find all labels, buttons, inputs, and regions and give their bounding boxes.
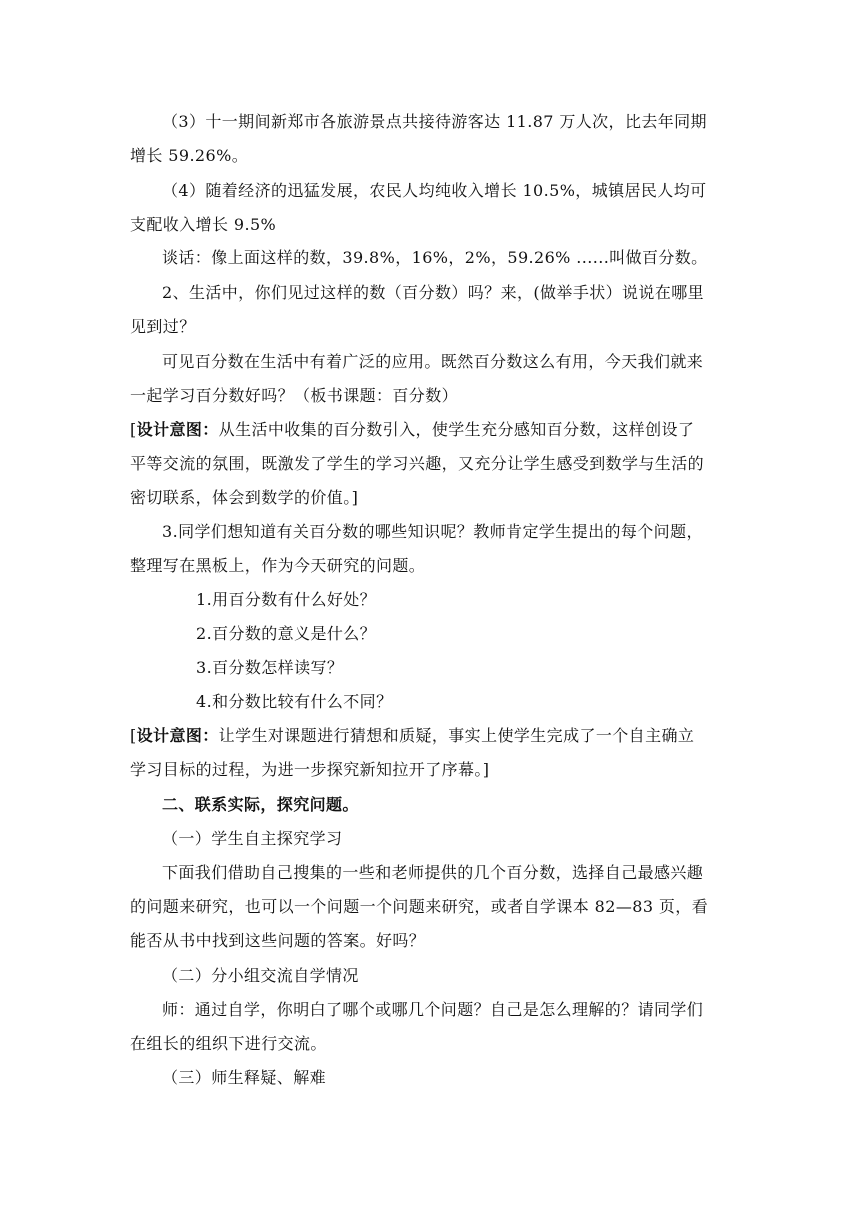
question-item: 4.和分数比较有什么不同？	[196, 692, 393, 711]
paragraph-line: 增长 59.26%。	[130, 146, 249, 165]
bracket-open: [	[130, 726, 137, 745]
paragraph-line: 2、生活中，你们见过这样的数（百分数）吗？来，(做举手状）说说在哪里	[162, 283, 705, 302]
design-intent-line	[130, 726, 694, 746]
paragraph-line: 在组长的组织下进行交流。	[130, 1034, 327, 1053]
subsection-heading: （二）分小组交流自学情况	[162, 966, 359, 985]
paragraph-line: 的问题来研究，也可以一个问题一个问题来研究，或者自学课本 82—83 页，看	[130, 897, 709, 916]
question-item: 3.百分数怎样读写？	[196, 658, 344, 677]
question-item: 1.用百分数有什么好处？	[196, 590, 377, 609]
paragraph-line: 密切联系，体会到数学的价值。]	[130, 488, 359, 507]
design-intent-label: 设计意图：	[136, 726, 219, 745]
section-heading: 二、联系实际，探究问题。	[162, 795, 359, 814]
paragraph-line: 能否从书中找到这些问题的答案。好吗？	[130, 931, 426, 950]
paragraph-line: 3.同学们想知道有关百分数的哪些知识呢？教师肯定学生提出的每个问题，	[162, 522, 703, 541]
paragraph-line: 可见百分数在生活中有着广泛的应用。既然百分数这么有用，今天我们就来	[162, 352, 704, 371]
paragraph-line: 见到过？	[130, 317, 196, 336]
design-intent-text: 从生活中收集的百分数引入，使学生充分感知百分数，这样创设了	[218, 420, 695, 439]
subsection-heading: （三）师生释疑、解难	[162, 1068, 327, 1087]
paragraph-line: （3）十一期间新郑市各旅游景点共接待游客达 11.87 万人次，比去年同期	[162, 112, 707, 131]
paragraph-line: 谈话：像上面这样的数，39.8%，16%，2%，59.26% ......叫做百分数。	[162, 248, 708, 267]
paragraph-line: 整理写在黑板上，作为今天研究的问题。	[130, 556, 426, 575]
paragraph-line: 下面我们借助自己搜集的一些和老师提供的几个百分数，选择自己最感兴趣	[162, 863, 704, 882]
paragraph-line: 一起学习百分数好吗？（板书课题：百分数）	[130, 386, 459, 405]
paragraph-line: 平等交流的氛围，既激发了学生的学习兴趣，又充分让学生感受到数学与生活的	[130, 454, 705, 473]
paragraph-line: 支配收入增长 9.5%	[130, 215, 277, 234]
design-intent-label: 设计意图：	[136, 420, 219, 439]
design-intent-text: 让学生对课题进行猜想和质疑，事实上使学生完成了一个自主确立	[218, 726, 695, 745]
paragraph-line: 学习目标的过程，为进一步探究新知拉开了序幕。]	[130, 760, 490, 779]
question-item: 2.百分数的意义是什么？	[196, 624, 377, 643]
bracket-open: [	[130, 420, 137, 439]
paragraph-line: 师：通过自学，你明白了哪个或哪几个问题？自己是怎么理解的？请同学们	[162, 1000, 704, 1019]
design-intent-line	[130, 420, 694, 440]
paragraph-line: （4）随着经济的迅猛发展，农民人均纯收入增长 10.5%，城镇居民人均可	[162, 181, 707, 200]
subsection-heading: （一）学生自主探究学习	[162, 829, 343, 848]
